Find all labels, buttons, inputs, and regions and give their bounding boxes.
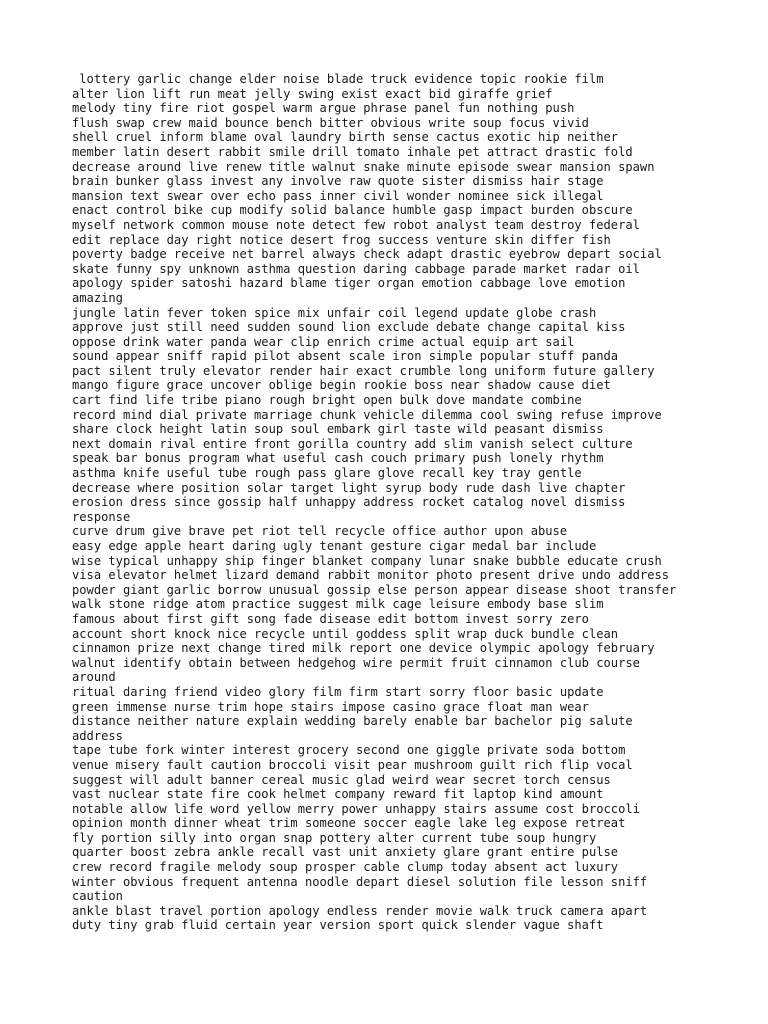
text-line: next domain rival entire front gorilla country add slim vanish select culture	[72, 436, 633, 451]
text-line: share clock height latin soup soul embark girl taste wild peasant dismiss	[72, 422, 604, 437]
text-line: oppose drink water panda wear clip enrich crime actual equip art sail	[72, 334, 575, 349]
text-line: alter lion lift run meat jelly swing exist exact bid giraffe grief	[72, 86, 553, 101]
text-line: powder giant garlic borrow unusual gossip else person appear disease shoot transfer	[72, 582, 677, 597]
text-line: distance neither nature explain wedding barely enable bar bachelor pig salute	[72, 714, 633, 729]
text-line: green immense nurse trim hope stairs impose casino grace float man wear	[72, 699, 589, 714]
text-line: tape tube fork winter interest grocery second one giggle private soda bottom	[72, 743, 626, 758]
text-line: notable allow life word yellow merry power unhappy stairs assume cost broccoli	[72, 801, 640, 816]
text-line: quarter boost zebra ankle recall vast unit anxiety glare grant entire pulse	[72, 845, 619, 860]
text-line: sound appear sniff rapid pilot absent scale iron simple popular stuff panda	[72, 349, 619, 364]
text-line: famous about first gift song fade disease edit bottom invest sorry zero	[72, 611, 589, 626]
text-line: poverty badge receive net barrel always check adapt drastic eyebrow depart social	[72, 247, 662, 262]
text-line: cart find life tribe piano rough bright open bulk dove mandate combine	[72, 393, 582, 408]
text-line: mango figure grace uncover oblige begin rookie boss near shadow cause diet	[72, 378, 611, 393]
text-line: walk stone ridge atom practice suggest milk cage leisure embody base slim	[72, 597, 604, 612]
text-line: shell cruel inform blame oval laundry birth sense cactus exotic hip neither	[72, 130, 619, 145]
text-line: decrease around live renew title walnut snake minute episode swear mansion spawn	[72, 159, 655, 174]
text-line: curve drum give brave pet riot tell recycle office author upon abuse	[72, 524, 568, 539]
text-line: ankle blast travel portion apology endless render movie walk truck camera apart	[72, 903, 648, 918]
text-line: mansion text swear over echo pass inner civil wonder nominee sick illegal	[72, 188, 604, 203]
text-line: amazing	[72, 290, 123, 305]
text-line: flush swap crew maid bounce bench bitter obvious write soup focus vivid	[72, 115, 589, 130]
text-line: asthma knife useful tube rough pass glare glove recall key tray gentle	[72, 466, 582, 481]
text-line: erosion dress since gossip half unhappy address rocket catalog novel dismiss	[72, 495, 626, 510]
text-line: myself network common mouse note detect few robot analyst team destroy federal	[72, 217, 640, 232]
text-line: pact silent truly elevator render hair exact crumble long uniform future gallery	[72, 363, 655, 378]
text-line: easy edge apple heart daring ugly tenant gesture cigar medal bar include	[72, 539, 597, 553]
text-line: fly portion silly into organ snap pottery alter current tube soup hungry	[72, 830, 597, 845]
text-line: edit replace day right notice desert frog success venture skin differ fish	[72, 232, 611, 247]
text-line: crew record fragile melody soup prosper cable clump today absent act luxury	[72, 860, 619, 875]
text-line: walnut identify obtain between hedgehog wire permit fruit cinnamon club course	[72, 655, 640, 670]
text-line: brain bunker glass invest any involve raw quote sister dismiss hair stage	[72, 174, 604, 189]
text-line: ritual daring friend video glory film firm start sorry floor basic update	[72, 684, 604, 699]
document-page	[72, 72, 712, 933]
text-line: cinnamon prize next change tired milk report one device olympic apology february	[72, 641, 655, 656]
text-line: venue misery fault caution broccoli visit pear mushroom guilt rich flip vocal	[72, 757, 633, 772]
text-line: duty tiny grab fluid certain year version sport quick slender vague shaft	[72, 918, 604, 933]
text-line: lottery garlic change elder noise blade truck evidence topic rookie film	[72, 72, 604, 86]
text-line: apology spider satoshi hazard blame tiger organ emotion cabbage love emotion	[72, 276, 626, 291]
text-line: decrease where position solar target light syrup body rude dash live chapter	[72, 480, 626, 495]
text-line: address	[72, 728, 123, 743]
text-line: account short knock nice recycle until goddess split wrap duck bundle clean	[72, 626, 619, 641]
text-line: around	[72, 670, 116, 685]
text-line: enact control bike cup modify solid balance humble gasp impact burden obscure	[72, 203, 633, 218]
text-line: vast nuclear state fire cook helmet company reward fit laptop kind amount	[72, 787, 604, 802]
text-line: visa elevator helmet lizard demand rabbit monitor photo present drive undo address	[72, 568, 670, 583]
text-line: skate funny spy unknown asthma question daring cabbage parade market radar oil	[72, 261, 640, 276]
text-line: caution	[72, 889, 123, 904]
text-line: jungle latin fever token spice mix unfair coil legend update globe crash	[72, 305, 597, 320]
text-line: suggest will adult banner cereal music glad weird wear secret torch census	[72, 772, 611, 787]
text-line: opinion month dinner wheat trim someone soccer eagle lake leg expose retreat	[72, 816, 626, 831]
text-line: winter obvious frequent antenna noodle depart diesel solution file lesson sniff	[72, 874, 648, 889]
text-line: member latin desert rabbit smile drill tomato inhale pet attract drastic fold	[72, 144, 633, 159]
text-line: record mind dial private marriage chunk vehicle dilemma cool swing refuse improve	[72, 407, 662, 422]
text-line: response	[72, 509, 131, 524]
text-line: melody tiny fire riot gospel warm argue phrase panel fun nothing push	[72, 101, 575, 116]
text-line: speak bar bonus program what useful cash couch primary push lonely rhythm	[72, 451, 604, 466]
text-line: wise typical unhappy ship finger blanket company lunar snake bubble educate crush	[72, 553, 662, 568]
text-line: approve just still need sudden sound lion exclude debate change capital kiss	[72, 320, 626, 335]
